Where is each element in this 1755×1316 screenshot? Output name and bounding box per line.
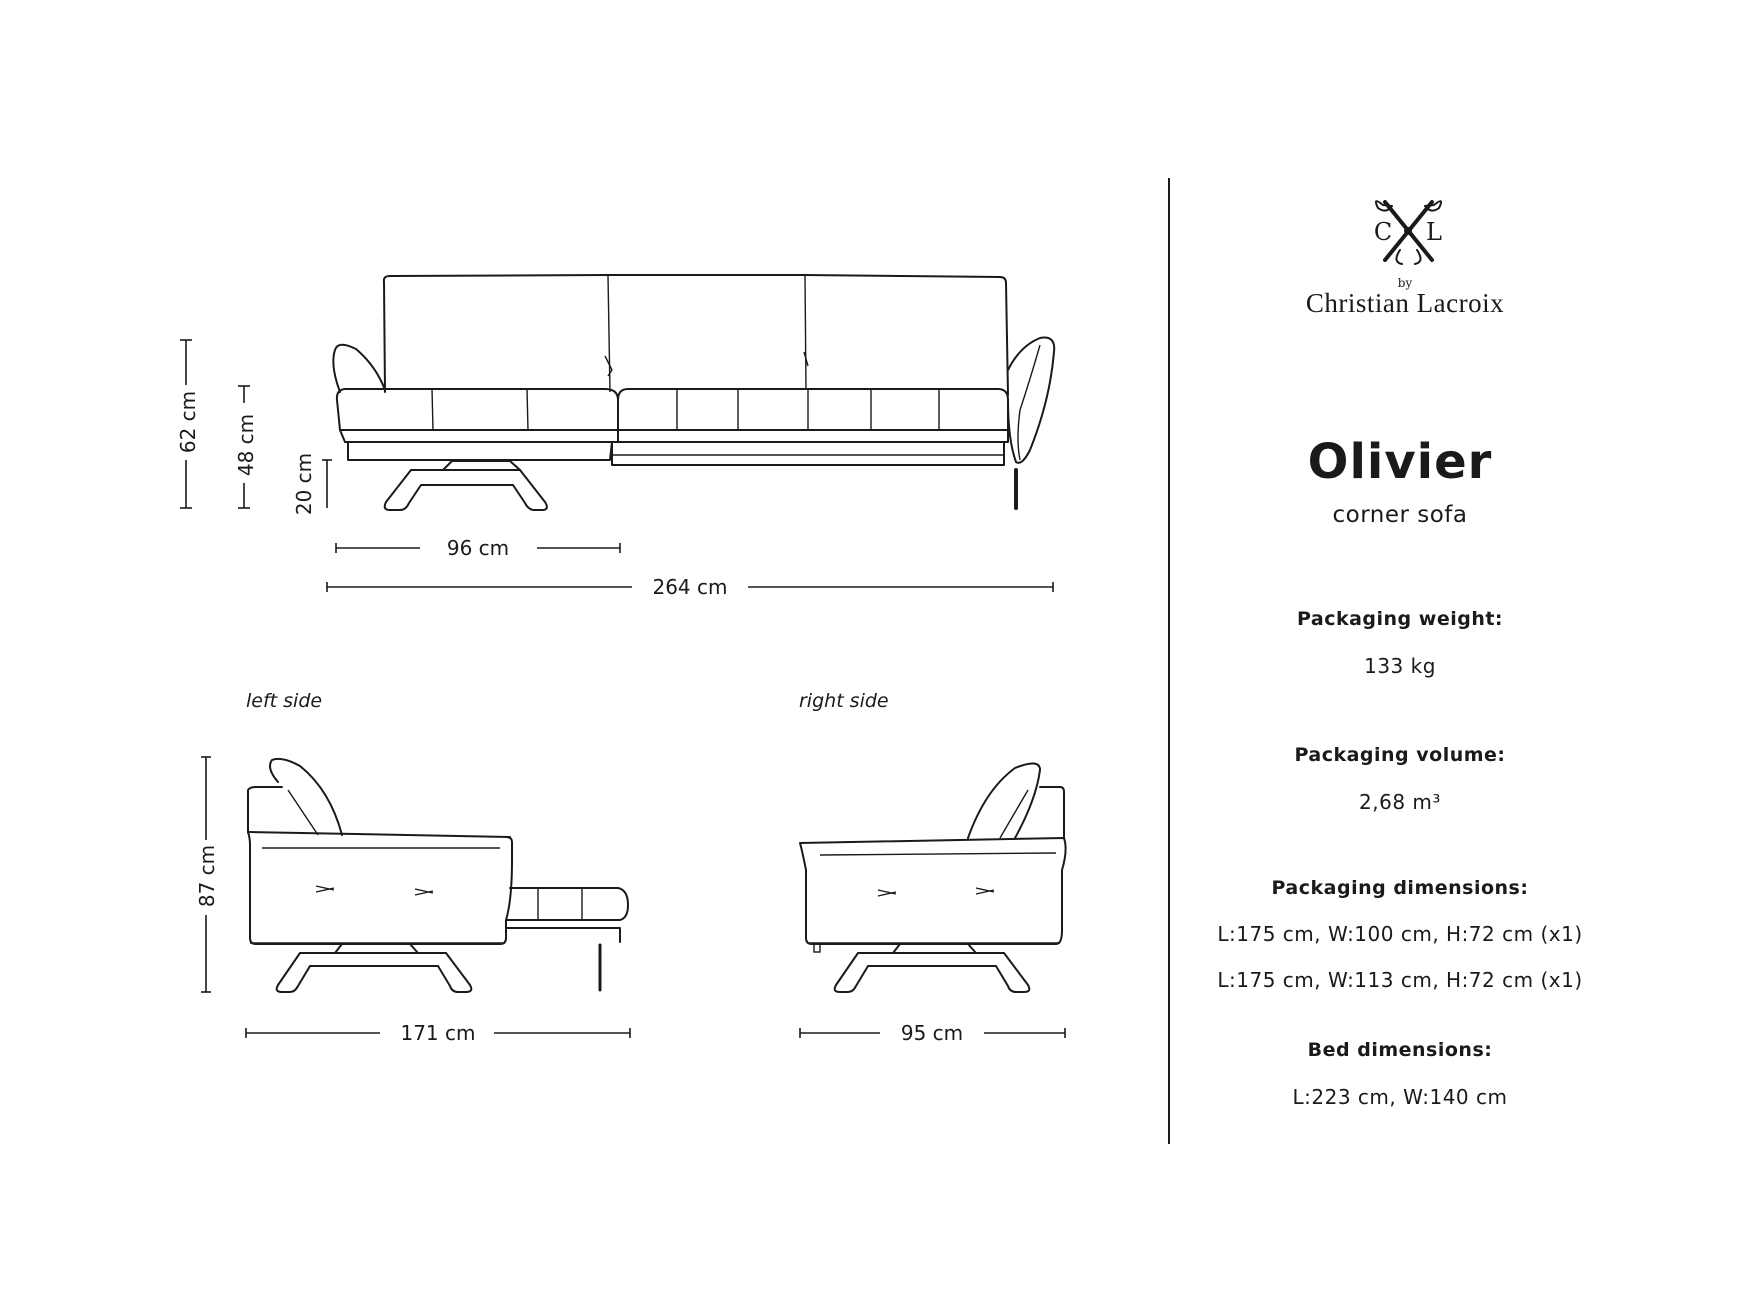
bed-dimensions-value: L:223 cm, W:140 cm xyxy=(1292,1085,1508,1109)
packaging-weight-value: 133 kg xyxy=(1364,654,1436,678)
product-name: Olivier xyxy=(1307,434,1493,490)
brand-by: by xyxy=(1397,276,1413,290)
packaging-dimensions-value-1: L:175 cm, W:100 cm, H:72 cm (x1) xyxy=(1217,922,1583,946)
dim-left-height: 87 cm xyxy=(195,844,219,908)
left-side-dimensions xyxy=(201,757,630,1038)
dim-total-width: 264 cm xyxy=(652,575,728,599)
svg-text:L: L xyxy=(1426,218,1442,246)
left-side-caption: left side xyxy=(246,690,323,712)
dim-total-height: 62 cm xyxy=(176,390,200,454)
dim-chaise-width: 96 cm xyxy=(446,536,510,560)
packaging-volume-value: 2,68 m³ xyxy=(1359,790,1441,814)
dim-left-depth: 171 cm xyxy=(400,1021,476,1045)
brand-name: Christian Lacroix xyxy=(1305,288,1505,318)
product-type: corner sofa xyxy=(1332,502,1468,528)
packaging-dimensions-value-2: L:175 cm, W:113 cm, H:72 cm (x1) xyxy=(1217,968,1583,992)
right-side-caption: right side xyxy=(799,690,889,712)
svg-text:C: C xyxy=(1373,218,1393,246)
dim-right-depth: 95 cm xyxy=(900,1021,964,1045)
brand-monogram-logo xyxy=(1374,201,1442,264)
dim-seat-height: 48 cm xyxy=(234,413,258,477)
front-view-sofa xyxy=(333,275,1054,510)
bed-dimensions-label: Bed dimensions: xyxy=(1307,1039,1493,1061)
packaging-weight-label: Packaging weight: xyxy=(1296,608,1504,630)
dim-leg-height: 20 cm xyxy=(292,452,316,516)
packaging-dimensions-label: Packaging dimensions: xyxy=(1271,877,1529,899)
right-side-view xyxy=(800,763,1066,992)
packaging-volume-label: Packaging volume: xyxy=(1294,744,1506,766)
left-side-view xyxy=(248,759,628,992)
